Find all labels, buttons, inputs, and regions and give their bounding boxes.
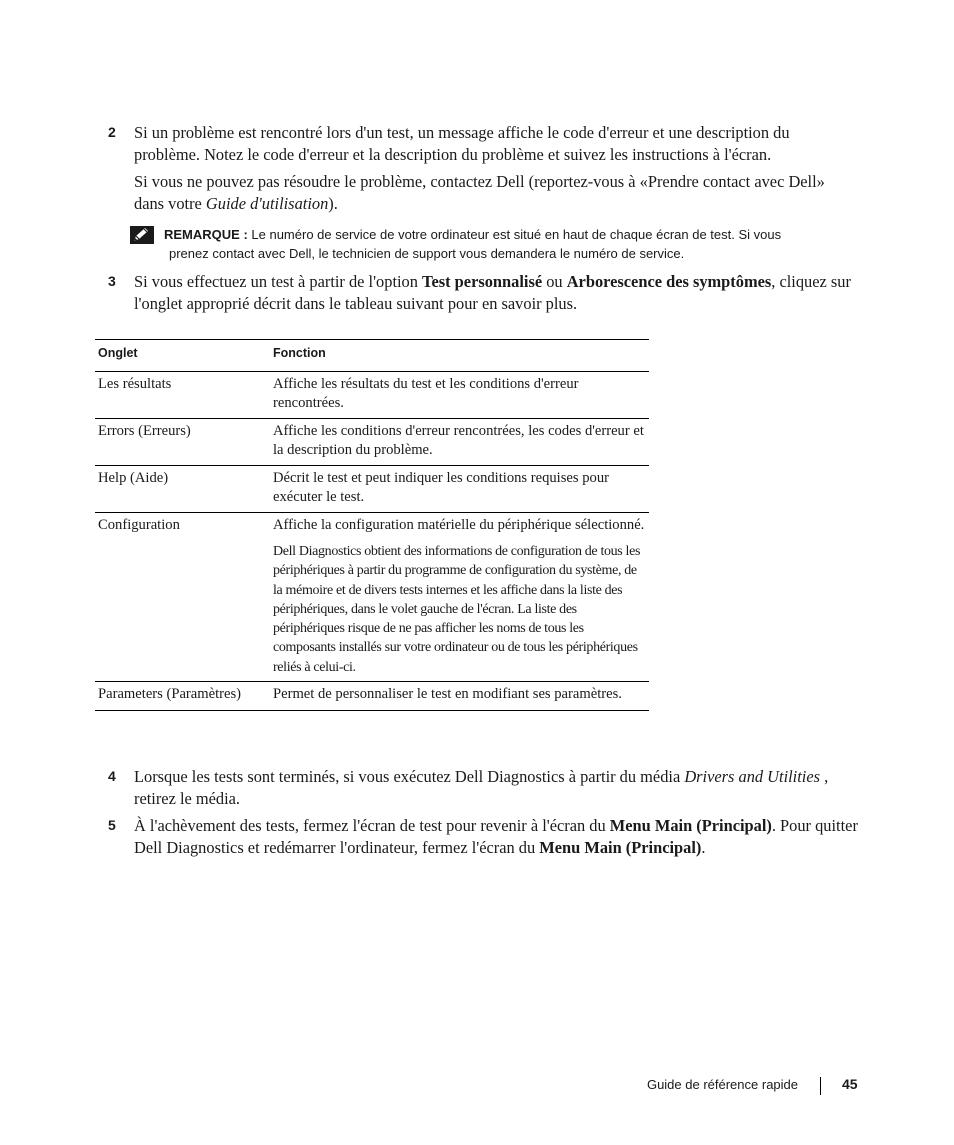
- tab-name: Les résultats: [95, 371, 270, 418]
- menu-name: Menu Main (Principal): [609, 816, 772, 835]
- note-text: [164, 225, 860, 263]
- table-row: [95, 418, 649, 465]
- note-box: [130, 225, 860, 263]
- tabs-function-table: [95, 339, 649, 711]
- step-4: [108, 766, 858, 815]
- option-name: Test personnalisé: [422, 272, 543, 291]
- tab-function: [270, 418, 649, 465]
- step-5: [108, 815, 858, 864]
- tab-function: [270, 371, 649, 418]
- note-line-1: Le numéro de service de votre ordinateur est situé en haut de chaque écran de test. Si vous: [247, 227, 782, 242]
- function-text: Permet de personnaliser le test en modifiant ses paramètres.: [273, 686, 622, 703]
- media-name: Drivers and Utilities: [684, 767, 820, 786]
- tab-function: [270, 682, 649, 711]
- step-5-paragraph: [134, 815, 858, 858]
- function-text: Décrit le test et peut indiquer les conditions requises pour exécuter le test.: [273, 469, 609, 505]
- step-2: [108, 122, 858, 220]
- tab-name: Errors (Erreurs): [95, 418, 270, 465]
- tab-function: [270, 512, 649, 682]
- menu-name: Menu Main (Principal): [539, 837, 702, 857]
- table-row: [95, 465, 649, 512]
- step-body: [134, 815, 858, 858]
- table-row: [95, 371, 649, 418]
- tab-name: Configuration: [95, 512, 270, 682]
- step-number: 5: [108, 817, 116, 833]
- text-run: Si vous effectuez un test à partir de l'option: [134, 272, 423, 291]
- step-body: [134, 122, 858, 214]
- text-run: .: [701, 837, 706, 857]
- step-body: [134, 271, 858, 314]
- step-number: 2: [108, 124, 116, 140]
- text-run: À l'achèvement des tests, fermez l'écran de test pour revenir à l'écran du: [134, 816, 610, 835]
- function-text: Affiche la configuration matérielle du périphérique sélectionné.: [273, 516, 645, 533]
- text-run: , retirez le média.: [134, 767, 829, 808]
- table-row: [95, 682, 649, 711]
- step-number: 3: [108, 273, 116, 289]
- function-text: Affiche les résultats du test et les conditions d'erreur rencontrées.: [273, 375, 579, 411]
- table-row: [95, 512, 649, 682]
- footer-title: Guide de référence rapide: [646, 1077, 798, 1092]
- column-header-tab: Onglet: [95, 340, 270, 372]
- step-body: [134, 766, 858, 809]
- step-number: 4: [108, 768, 116, 784]
- note-pencil-icon: [130, 226, 154, 244]
- step-4-paragraph: [134, 766, 858, 809]
- note-line-2: prenez contact avec Dell, le technicien de support vous demandera le numéro de service.: [169, 246, 685, 261]
- text-run: . Pour quitter Dell Diagnostics et redémarrer l'ordinateur, fermez l'écran du: [134, 816, 858, 857]
- table-header-row: [95, 340, 649, 372]
- text-run: ou: [542, 272, 567, 291]
- guide-title: Guide d'utilisation: [205, 193, 329, 213]
- footer-separator: [820, 1077, 821, 1095]
- text-run: Si vous ne pouvez pas résoudre le problème, contactez Dell (reportez-vous à «Prendre contact avec Dell» dans votre: [134, 172, 825, 213]
- column-header-function: Fonction: [270, 340, 649, 372]
- step-2-paragraph-1: Si un problème est rencontré lors d'un test, un message affiche le code d'erreur et une description du problème. Notez le code d'erreur et la description du problème et suivez les instructions à l'écran.: [134, 123, 790, 164]
- option-name: Arborescence des symptômes: [566, 272, 772, 291]
- text-run: , cliquez sur l'onglet approprié décrit dans le tableau suivant pour en savoir plus.: [134, 272, 851, 313]
- function-text: Affiche les conditions d'erreur rencontrées, les codes d'erreur et la description du problème.: [273, 422, 644, 458]
- tab-function: [270, 465, 649, 512]
- tab-name: Help (Aide): [95, 465, 270, 512]
- text-run: Lorsque les tests sont terminés, si vous exécutez Dell Diagnostics à partir du média: [134, 767, 685, 786]
- page-number: 45: [842, 1076, 858, 1092]
- step-3: [108, 271, 858, 320]
- text-run: ).: [328, 193, 338, 213]
- tab-name: Parameters (Paramètres): [95, 682, 270, 711]
- note-label: REMARQUE :: [164, 227, 248, 242]
- function-text-detail: Dell Diagnostics obtient des informations de configuration de tous les périphériques à partir du programme de configuration du système, de la mémoire et de divers tests internes et les affiche dans la liste des périphériques, dans le volet gauche de l'écran. La liste des périphériques risque de ne pas afficher les noms de tous les composants installés sur votre ordinateur ou de tous les périphériques reliés à celui-ci.: [273, 544, 641, 675]
- step-3-paragraph: [134, 271, 858, 314]
- step-2-paragraph-2: [134, 171, 858, 214]
